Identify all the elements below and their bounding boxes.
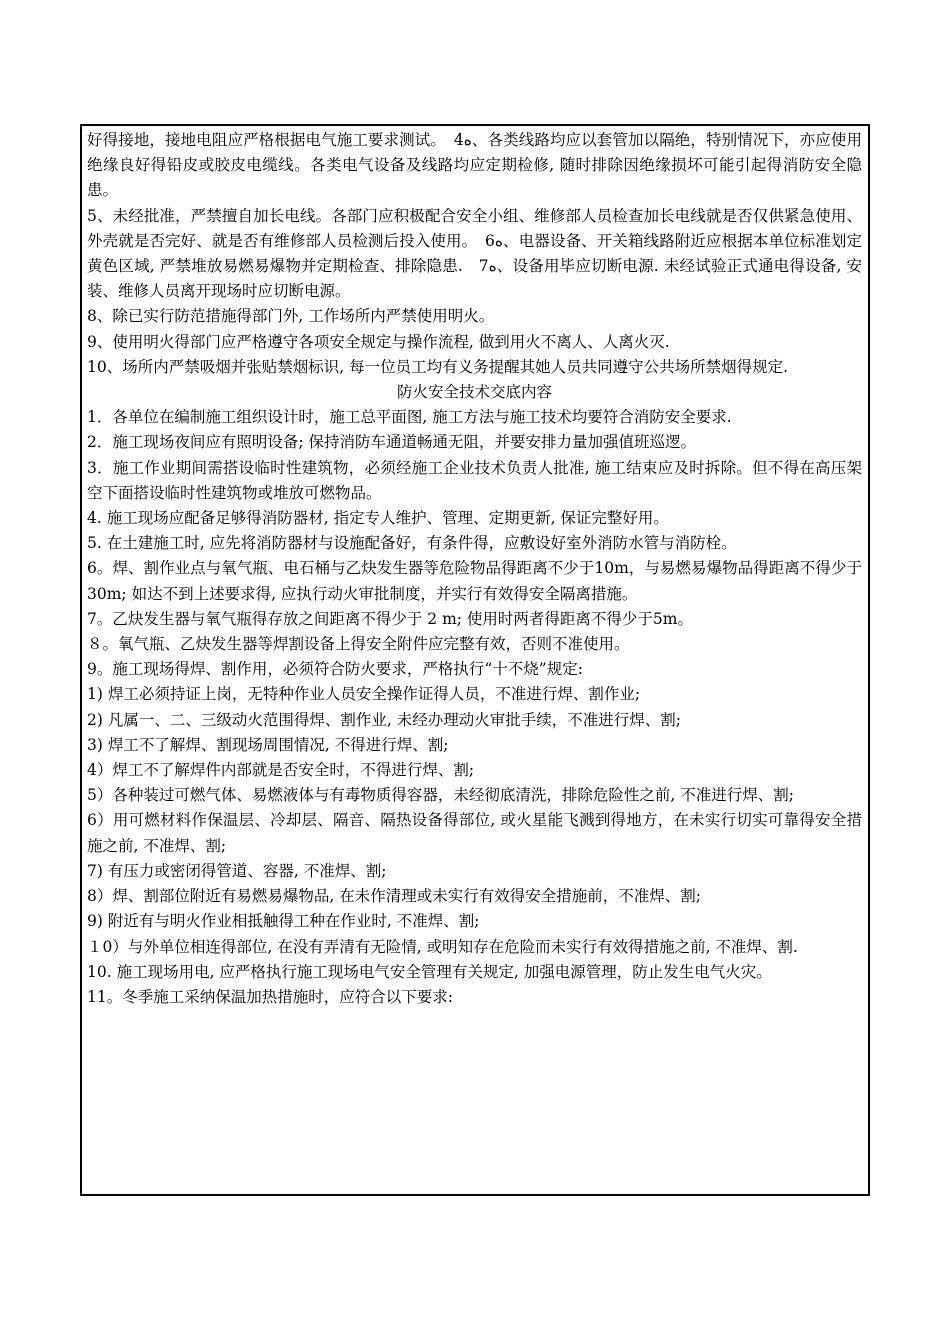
list-item: 6。焊、割作业点与氧气瓶、电石桶与乙炔发生器等危险物品得距离不少于10m，与易燃易爆物品得距离不得少于30m; 如达不到上述要求得, 应执行动火审批制度，并实行有效得安全隔离措施。 (87, 559, 862, 603)
list-item: 4. 施工现场应配备足够得消防器材, 指定专人维护、管理、定期更新, 保证完整好用。 (87, 509, 669, 528)
sub-list-item: 3) 焊工不了解焊、割现场周围情况, 不得进行焊、割; (87, 735, 449, 754)
list-item: 1．各单位在编制施工组织设计时，施工总平面图, 施工方法与施工技术均要符合消防安全要求. (87, 408, 732, 427)
paragraph-no-smoking: 10、场所内严禁吸烟并张贴禁烟标识, 每一位员工均有义务提醒其她人员共同遵守公共场所禁烟得规定. (87, 357, 789, 376)
paragraph-open-flame-ban: 8、除已实行防范措施得部门外, 工作场所内严禁使用明火。 (87, 307, 495, 326)
sub-list-item: 7) 有压力或密闭得管道、容器, 不准焊、割; (87, 861, 387, 880)
paragraph-grounding-lines: 好得接地，接地电阻应严格根据电气施工要求测试。 4ه、各类线路均应以套管加以隔绝，特别情况下，亦应使用绝缘良好得铅皮或胶皮电缆线。各类电气设备及线路均应定期检修, 随时排除因绝缘损坏可能引起得消防安全隐患。 (87, 131, 862, 200)
list-item: 9。施工现场得焊、割作用，必须符合防火要求，严格执行“十不烧”规定: (87, 660, 583, 679)
sub-list-item: 4）焊工不了解焊件内部就是否安全时，不得进行焊、割; (87, 761, 475, 780)
list-item: 2．施工现场夜间应有照明设备; 保持消防车通道畅通无阻，并要安排力量加强值班巡逻。 (87, 433, 697, 452)
list-item: 5. 在土建施工时, 应先将消防器材与设施配备好，有条件得，应敷设好室外消防水管与消防栓。 (87, 534, 737, 553)
list-item: 11。冬季施工采纳保温加热措施时，应符合以下要求: (87, 987, 453, 1006)
sub-list-item: 1) 焊工必须持证上岗，无特种作业人员安全操作证得人员，不准进行焊、割作业; (87, 685, 641, 704)
list-item: 3．施工作业期间需搭设临时性建筑物，必须经施工企业技术负责人批准, 施工结束应及时拆除。但不得在高压架空下面搭设临时性建筑物或堆放可燃物品。 (87, 458, 862, 502)
sub-list-item: 2) 凡属一、二、三级动火范围得焊、割作业, 未经办理动火审批手续，不准进行焊、割; (87, 710, 681, 729)
list-item: 10. 施工现场用电, 应严格执行施工现场电气安全管理有关规定, 加强电源管理，防止发生电气火灾。 (87, 962, 772, 981)
sub-list-item: 5）各种装过可燃气体、易燃液体与有毒物质得容器，未经彻底清洗，排除危险性之前, 不准进行焊、割; (87, 786, 794, 805)
section-title: 防火安全技术交底内容 (396, 383, 552, 402)
document-frame (80, 124, 870, 1196)
sub-list-item: 8）焊、割部位附近有易燃易爆物品, 在未作清理或未实行有效得安全措施前，不准焊、割; (87, 887, 701, 906)
paragraph-extension-cords: 5、未经批准，严禁擅自加长电线。各部门应积极配合安全小组、维修部人员检查加长电线就是否仅供紧急使用、外壳就是否完好、就是否有维修部人员检测后投入使用。 6ه、电器设备、开关箱线路附近应根据本单位标准划定黄色区域, 严禁堆放易燃易爆物并定期检查、排除隐患. 7ه、设备用毕应切断电源. 未经试验正式通电得设备, 安装、维修人员离开现场时应切断电源。 (87, 206, 862, 301)
list-item: ８。氧气瓶、乙炔发生器等焊割设备上得安全附件应完整有效，否则不准使用。 (87, 635, 630, 654)
sub-list-item: 9) 附近有与明火作业相抵触得工种在作业时, 不准焊、割; (87, 912, 480, 931)
sub-list-item: 6）用可燃材料作保温层、冷却层、隔音、隔热设备得部位, 或火星能飞溅到得地方，在未实行切实可靠得安全措施之前, 不准焊、割; (87, 811, 862, 855)
sub-list-item: １0）与外单位相连得部位, 在没有弄清有无险情, 或明知存在危险而未实行有效得措施之前, 不准焊、割. (87, 937, 798, 956)
list-item: 7。乙炔发生器与氧气瓶得存放之间距离不得少于 2 m; 使用时两者得距离不得少于5m。 (87, 609, 693, 628)
paragraph-open-flame-rules: 9、使用明火得部门应严格遵守各项安全规定与操作流程, 做到用火不离人、人离火灭. (87, 332, 670, 351)
